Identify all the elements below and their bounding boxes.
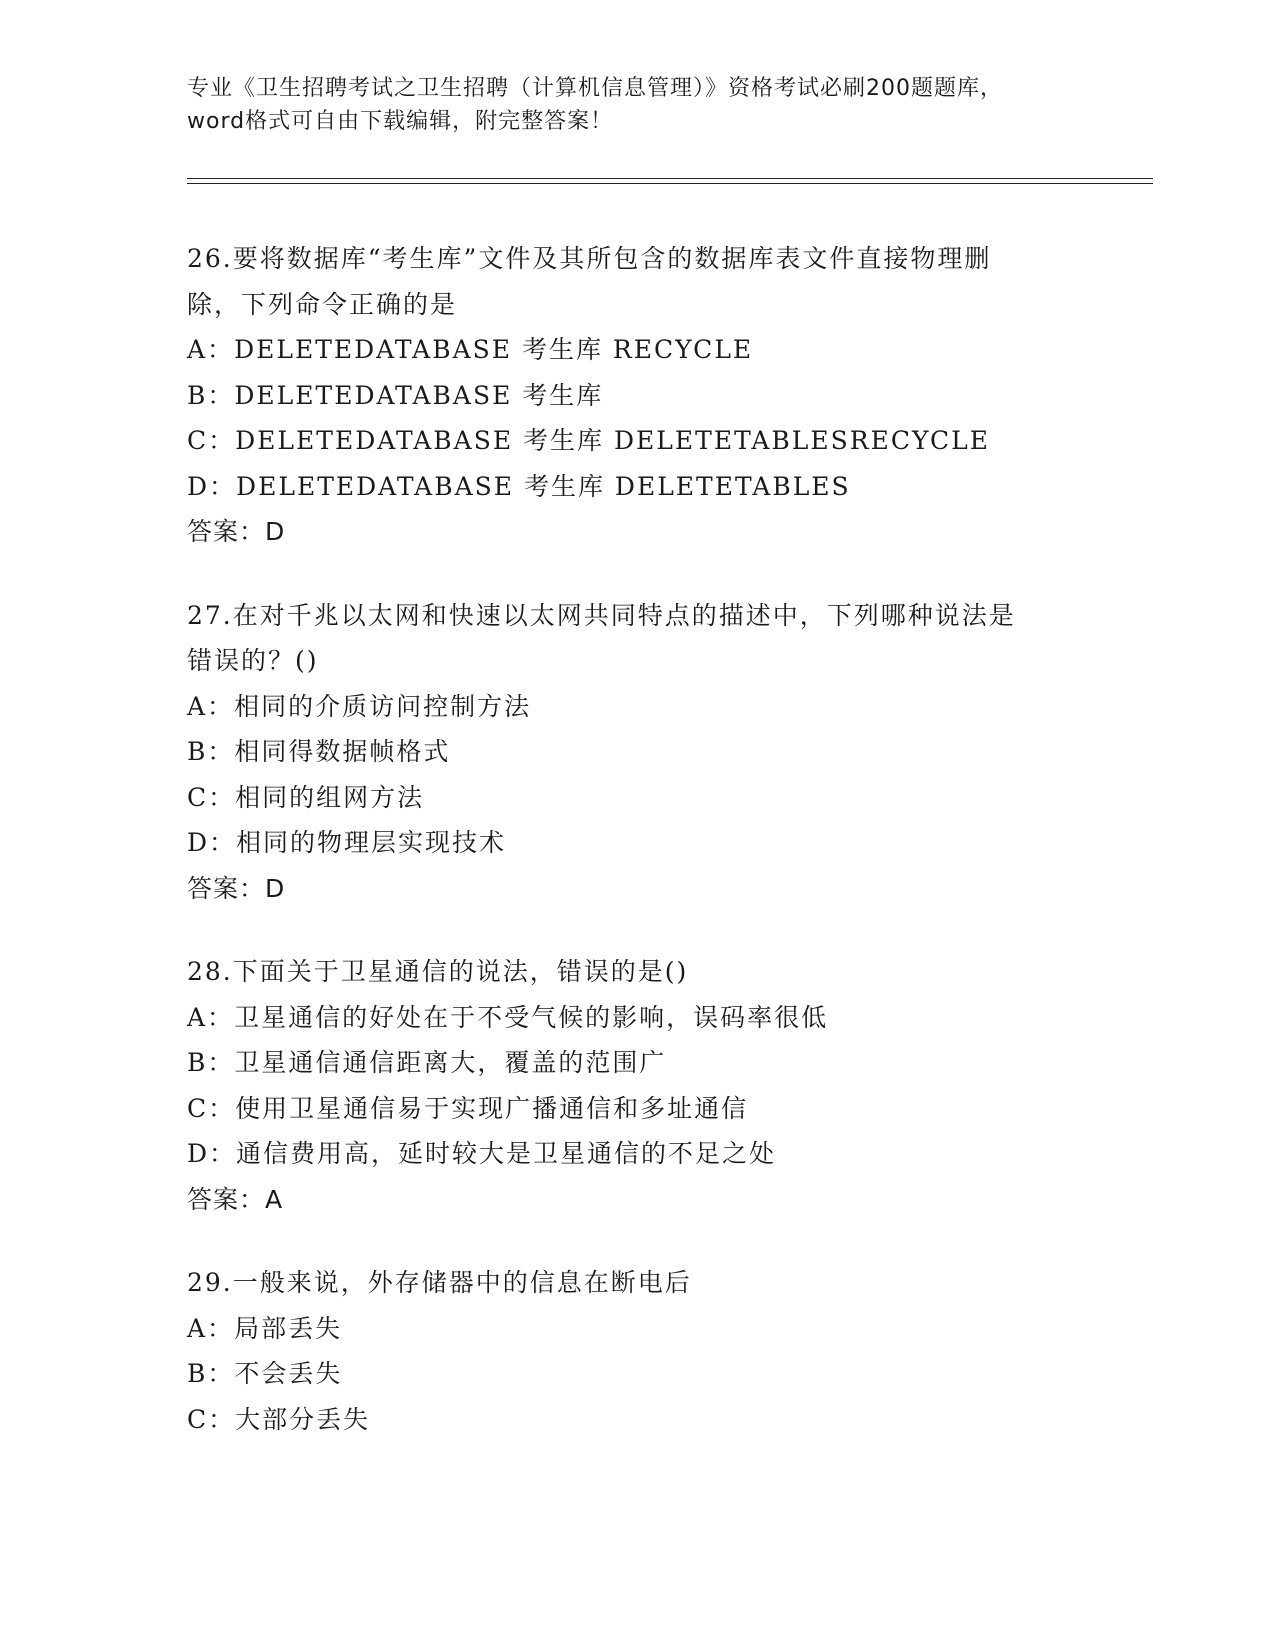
option-text: DELETEDATABASE 考生库 [234, 380, 604, 410]
option-text: 大部分丢失 [235, 1404, 371, 1434]
question-29 [187, 1260, 1087, 1442]
option-text: 相同的组网方法 [235, 782, 425, 812]
option-label: D： [187, 828, 237, 857]
stem-line: 27.在对千兆以太网和快速以太网共同特点的描述中，下列哪种说法是 [187, 600, 1016, 630]
option-label: C： [187, 1404, 236, 1434]
question-stem [187, 949, 1087, 995]
header-line-1: 专业《卫生招聘考试之卫生招聘（计算机信息管理）》资格考试必刷200题题库， [187, 76, 1003, 101]
option-label: D： [187, 1139, 237, 1168]
option-label: A： [187, 691, 235, 721]
option-b [187, 1040, 1087, 1086]
option-label: B： [187, 1359, 235, 1388]
option-text: 不会丢失 [234, 1359, 343, 1388]
document-header [187, 72, 1087, 138]
option-label: B： [187, 737, 235, 766]
option-text: 相同得数据帧格式 [234, 737, 451, 766]
answer-text: 答案：A [187, 1184, 284, 1214]
option-c [187, 775, 1087, 821]
option-label: C： [187, 782, 236, 812]
option-text: DELETEDATABASE 考生库 RECYCLE [234, 335, 754, 364]
option-label: B： [187, 1048, 235, 1077]
option-d [187, 464, 1087, 510]
stem-line: 除，下列命令正确的是 [187, 289, 458, 319]
option-label: A： [187, 335, 235, 364]
stem-line: 26.要将数据库“考生库”文件及其所包含的数据库表文件直接物理删 [187, 244, 992, 273]
option-label: B： [187, 380, 235, 410]
header-divider-bottom [187, 183, 1153, 184]
answer-text: 答案：D [187, 517, 286, 546]
option-a [187, 327, 1087, 373]
option-text: 相同的介质访问控制方法 [234, 691, 532, 721]
option-text: 相同的物理层实现技术 [236, 828, 507, 857]
option-text: DELETEDATABASE 考生库 DELETETABLESRECYCLE [235, 426, 991, 455]
option-label: A： [187, 1313, 235, 1343]
stem-line: 28.下面关于卫星通信的说法，错误的是() [187, 957, 689, 986]
option-text: 卫星通信的好处在于不受气候的影响，误码率很低 [234, 1002, 829, 1032]
option-label: C： [187, 426, 236, 455]
option-text: 使用卫星通信易于实现广播通信和多址通信 [235, 1093, 749, 1123]
stem-line: 29.一般来说，外存储器中的信息在断电后 [187, 1268, 692, 1297]
option-label: D： [187, 471, 237, 501]
option-a [187, 684, 1087, 730]
question-stem [187, 1260, 1087, 1306]
option-label: C： [187, 1093, 236, 1123]
option-text: 通信费用高，延时较大是卫星通信的不足之处 [236, 1139, 777, 1168]
option-a [187, 995, 1087, 1041]
option-a [187, 1306, 1087, 1352]
header-divider-top [187, 178, 1153, 179]
question-28 [187, 949, 1087, 1222]
option-b [187, 729, 1087, 775]
option-b [187, 373, 1087, 419]
question-stem [187, 236, 1087, 327]
option-text: DELETEDATABASE 考生库 DELETETABLES [236, 471, 851, 501]
option-label: A： [187, 1002, 235, 1032]
option-c [187, 1397, 1087, 1443]
option-d [187, 1131, 1087, 1177]
option-d [187, 820, 1087, 866]
question-26 [187, 236, 1087, 555]
option-b [187, 1351, 1087, 1397]
stem-line: 错误的？() [187, 646, 319, 675]
question-stem [187, 593, 1087, 684]
option-text: 卫星通信通信距离大，覆盖的范围广 [234, 1048, 667, 1077]
question-27 [187, 593, 1087, 912]
option-c [187, 1086, 1087, 1132]
option-c [187, 418, 1087, 464]
answer-text: 答案：D [187, 873, 286, 903]
header-line-2: word格式可自由下载编辑，附完整答案！ [187, 109, 614, 134]
option-text: 局部丢失 [234, 1313, 343, 1343]
question-list [187, 236, 1087, 1480]
